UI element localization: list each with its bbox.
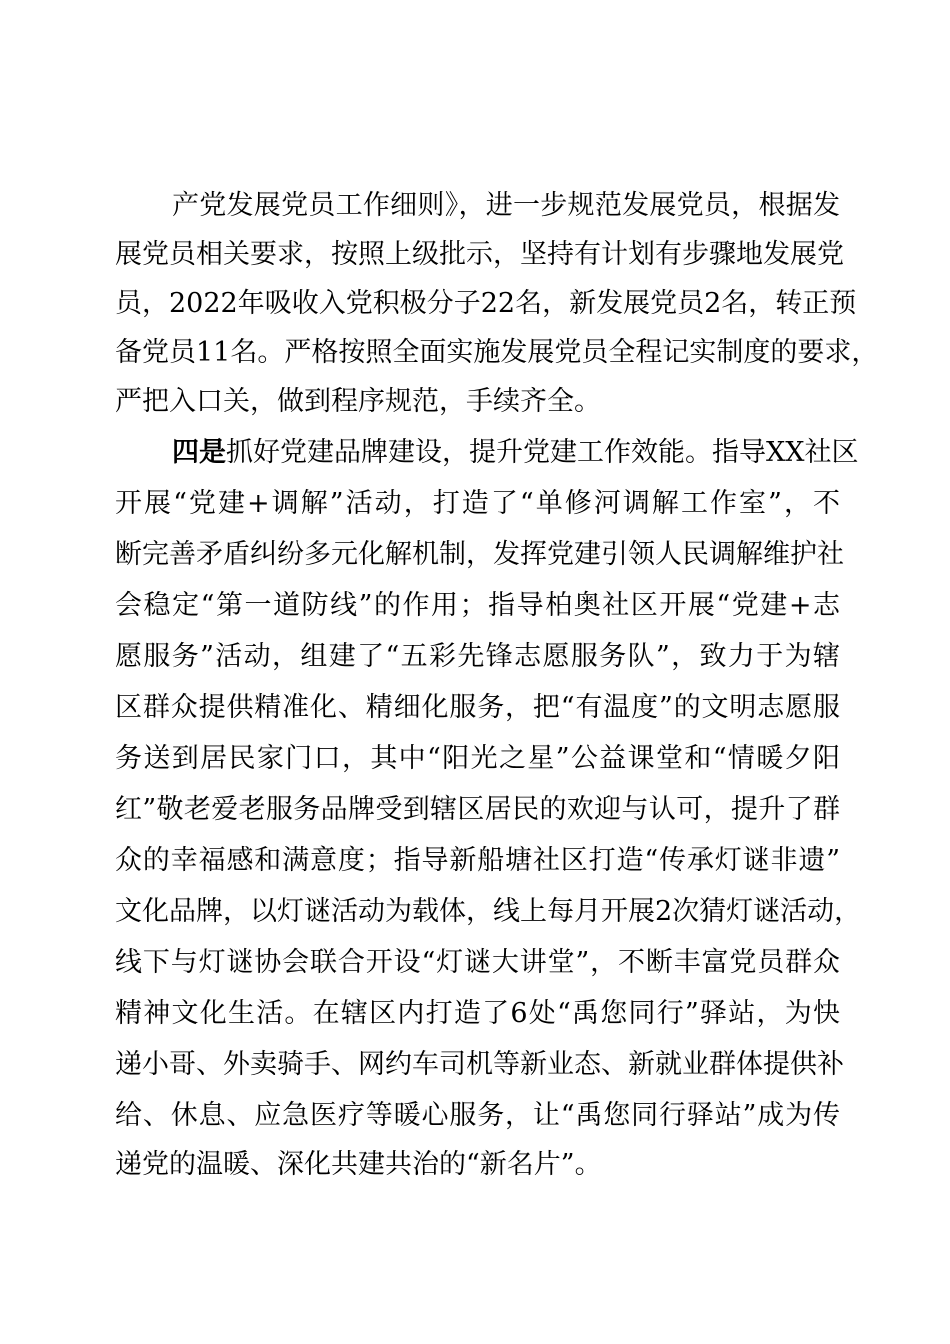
paragraph-2-line-5: 愿服务”活动，组建了“五彩先锋志愿服务队”，致力于为辖 [115,641,840,672]
paragraph-2-line-1 [172,433,859,473]
paragraph-2-line-13: 递小哥、外卖骑手、网约车司机等新业态、新就业群体提供补 [115,1049,844,1080]
paragraph-2-line-14: 给、休息、应急医疗等暖心服务，让“禹您同行驿站”成为传 [115,1100,840,1131]
paragraph-2-line-12: 精神文化生活。在辖区内打造了6处“禹您同行”驿站，为快 [115,998,840,1029]
paragraph-2-line-11: 线下与灯谜协会联合开设“灯谜大讲堂”，不断丰富党员群众 [115,947,840,978]
paragraph-2-line-15: 递党的温暖、深化共建共治的“新名片”。 [115,1149,602,1180]
paragraph-1-line-3: 员，2022年吸收入党积极分子22名，新发展党员2名，转正预 [115,288,857,319]
paragraph-1-line-2: 展党员相关要求，按照上级批示，坚持有计划有步骤地发展党 [115,239,844,270]
paragraph-2-line-4: 会稳定“第一道防线”的作用；指导柏奥社区开展“党建+志 [115,590,840,621]
paragraph-2-line-6: 区群众提供精准化、精细化服务，把“有温度”的文明志愿服 [115,692,840,723]
paragraph-2-line-8: 红”敬老爱老服务品牌受到辖区居民的欢迎与认可，提升了群 [115,794,840,825]
paragraph-2-line-1-text: 抓好党建品牌建设，提升党建工作效能。指导XX社区 [226,437,859,468]
paragraph-1-line-5: 严把入口关，做到程序规范，手续齐全。 [115,386,601,417]
paragraph-2-line-7: 务送到居民家门口，其中“阳光之星”公益课堂和“情暖夕阳 [115,743,840,774]
paragraph-2-line-9: 众的幸福感和满意度；指导新船塘社区打造“传承灯谜非遗” [115,845,840,876]
paragraph-2-line-2: 开展“党建+调解”活动，打造了“单修河调解工作室”，不 [115,488,840,519]
paragraph-1-line-4: 备党员11名。严格按照全面实施发展党员全程记实制度的要求， [115,337,879,368]
paragraph-2-line-3: 断完善矛盾纠纷多元化解机制，发挥党建引领人民调解维护社 [115,539,844,570]
paragraph-2-lead: 四是 [172,437,226,468]
paragraph-1-line-1: 产党发展党员工作细则》，进一步规范发展党员，根据发 [172,190,840,221]
paragraph-2-line-10: 文化品牌，以灯谜活动为载体，线上每月开展2次猜灯谜活动， [115,896,862,927]
